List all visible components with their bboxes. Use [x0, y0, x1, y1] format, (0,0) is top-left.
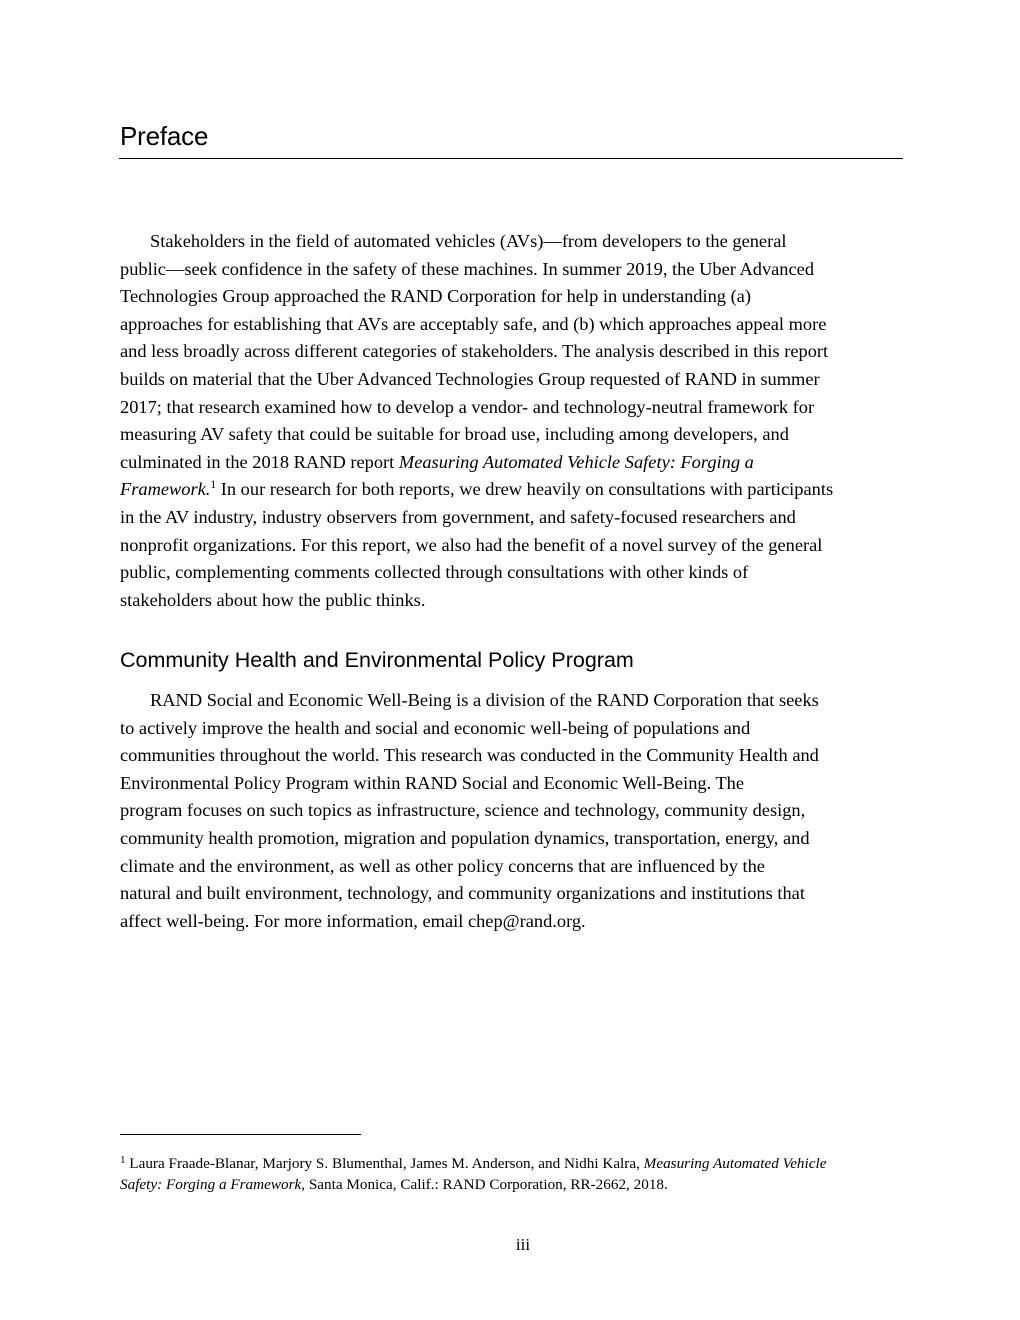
- paragraph-line: approaches for establishing that AVs are acceptably safe, and (b) which approaches appeal more: [120, 313, 827, 334]
- paragraph-line: to actively improve the health and social and economic well-being of populations and: [120, 717, 751, 738]
- paragraph-line: natural and built environment, technology, and community organizations and institutions that: [120, 883, 805, 904]
- paragraph-line: stakeholders about how the public thinks.: [120, 589, 426, 610]
- footnote-title-italic: Safety: Forging a Framework: [120, 1176, 302, 1193]
- paragraph-line: in the AV industry, industry observers from government, and safety-focused researchers and: [120, 506, 796, 527]
- paragraph-line: and less broadly across different categories of stakeholders. The analysis described in this report: [120, 341, 829, 362]
- line-text: In our research for both reports, we drew heavily on consultations with participants: [216, 479, 834, 500]
- footnote: [120, 1153, 910, 1195]
- footnote-line: [120, 1153, 910, 1174]
- paragraph-line: measuring AV safety that could be suitable for broad use, including among developers, and: [120, 424, 789, 445]
- paragraph-line: community health promotion, migration and population dynamics, transportation, energy, and: [120, 827, 810, 848]
- paragraph-line: Stakeholders in the field of automated vehicles (AVs)—from developers to the general: [150, 231, 787, 251]
- footnote-reference[interactable]: 1: [210, 479, 217, 492]
- paragraph-line: 2017; that research examined how to develop a vendor- and technology-neutral framework for: [120, 396, 815, 417]
- paragraph-line: Technologies Group approached the RAND Corporation for help in understanding (a): [120, 286, 751, 307]
- report-title-italic: Measuring Automated Vehicle Safety: Forging a: [398, 451, 754, 472]
- paragraph-line: builds on material that the Uber Advanced Technologies Group requested of RAND in summer: [120, 368, 820, 389]
- paragraph-line: affect well-being. For more information, email chep@rand.org.: [120, 910, 586, 931]
- page-number: iii: [515, 1235, 531, 1254]
- footnote-marker: 1: [120, 1154, 126, 1166]
- paragraph-line: [120, 449, 910, 477]
- intro-paragraph: [120, 228, 910, 614]
- paragraph-line: [120, 476, 910, 504]
- footnote-title-italic: Measuring Automated Vehicle: [643, 1155, 827, 1172]
- paragraph-line: public—seek confidence in the safety of these machines. In summer 2019, the Uber Advanced: [120, 258, 815, 279]
- paragraph-line: communities throughout the world. This research was conducted in the Community Health and: [120, 745, 819, 766]
- paragraph-line: RAND Social and Economic Well-Being is a division of the RAND Corporation that seeks: [150, 690, 819, 710]
- footnote-line: [120, 1174, 910, 1195]
- section-heading: Community Health and Environmental Policy Program: [120, 648, 634, 672]
- report-title-italic: Framework.: [120, 479, 211, 500]
- page-title: Preface: [120, 121, 209, 151]
- paragraph-line: public, complementing comments collected through consultations with other kinds of: [120, 562, 749, 583]
- program-paragraph: [120, 687, 910, 935]
- footnote-text: , Santa Monica, Calif.: RAND Corporation, RR-2662, 2018.: [301, 1176, 668, 1193]
- paragraph-line: Environmental Policy Program within RAND Social and Economic Well-Being. The: [120, 772, 745, 793]
- paragraph-line: program focuses on such topics as infrastructure, science and technology, community design,: [120, 800, 806, 821]
- title-rule: [119, 158, 903, 159]
- paragraph-line: climate and the environment, as well as other policy concerns that are influenced by the: [120, 855, 765, 876]
- line-text: culminated in the 2018 RAND report: [120, 451, 399, 472]
- paragraph-line: nonprofit organizations. For this report, we also had the benefit of a novel survey of the general: [120, 534, 823, 555]
- footnote-separator: [120, 1134, 361, 1135]
- footnote-text: Laura Fraade-Blanar, Marjory S. Blumenthal, James M. Anderson, and Nidhi Kalra,: [125, 1155, 644, 1172]
